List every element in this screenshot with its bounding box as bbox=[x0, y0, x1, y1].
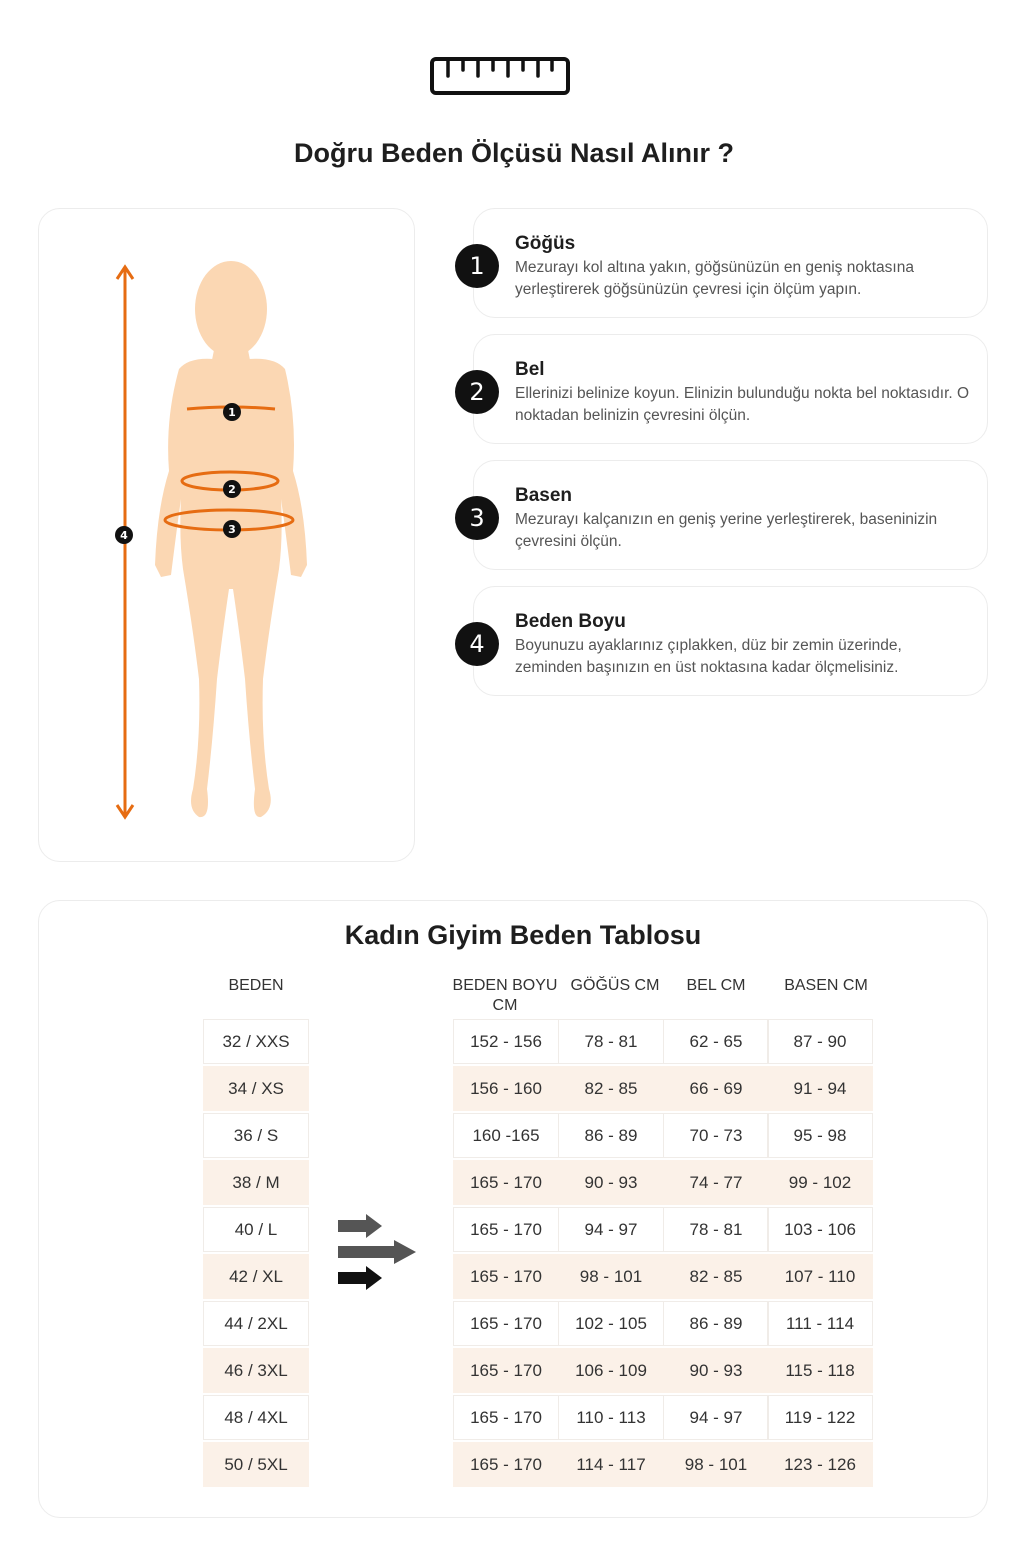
cell-beden-boyu: 165 - 170 bbox=[453, 1160, 559, 1205]
cell-beden-boyu: 165 - 170 bbox=[453, 1254, 559, 1299]
cell-gogus: 78 - 81 bbox=[558, 1019, 664, 1064]
cell-basen: 123 - 126 bbox=[767, 1442, 873, 1487]
cell-beden-boyu: 160 -165 bbox=[453, 1113, 559, 1158]
step-number-badge: 1 bbox=[455, 244, 499, 288]
step-chest bbox=[469, 208, 988, 318]
step-title: Basen bbox=[515, 485, 573, 506]
cell-beden: 46 / 3XL bbox=[203, 1348, 309, 1393]
cell-gogus: 106 - 109 bbox=[558, 1348, 664, 1393]
cell-bel: 74 - 77 bbox=[663, 1160, 769, 1205]
svg-text:1: 1 bbox=[228, 406, 236, 419]
cell-basen: 111 - 114 bbox=[767, 1301, 873, 1346]
cell-basen: 87 - 90 bbox=[767, 1019, 873, 1064]
step-title: Beden Boyu bbox=[515, 611, 626, 632]
marker-hip bbox=[223, 520, 241, 538]
cell-basen: 91 - 94 bbox=[767, 1066, 873, 1111]
cell-gogus: 102 - 105 bbox=[558, 1301, 664, 1346]
marker-chest bbox=[223, 403, 241, 421]
marker-waist bbox=[223, 480, 241, 498]
header-basen: BASEN CM bbox=[784, 977, 868, 994]
cell-beden: 32 / XXS bbox=[203, 1019, 309, 1064]
cell-beden: 38 / M bbox=[203, 1160, 309, 1205]
body-figure-card bbox=[38, 208, 415, 862]
step-title: Göğüs bbox=[515, 233, 576, 254]
cell-beden-boyu: 165 - 170 bbox=[453, 1207, 559, 1252]
cell-gogus: 90 - 93 bbox=[558, 1160, 664, 1205]
header-beden-boyu: BEDEN BOYU CM bbox=[452, 977, 558, 1014]
step-number-badge: 4 bbox=[455, 622, 499, 666]
cell-beden: 40 / L bbox=[203, 1207, 309, 1252]
cell-bel: 98 - 101 bbox=[663, 1442, 769, 1487]
ruler-icon bbox=[430, 56, 570, 96]
svg-text:2: 2 bbox=[228, 483, 236, 496]
cell-bel: 94 - 97 bbox=[663, 1395, 769, 1440]
svg-text:4: 4 bbox=[120, 529, 128, 542]
cell-basen: 119 - 122 bbox=[767, 1395, 873, 1440]
header-gogus: GÖĞÜS CM bbox=[570, 977, 660, 994]
cell-gogus: 86 - 89 bbox=[558, 1113, 664, 1158]
cell-beden-boyu: 165 - 170 bbox=[453, 1348, 559, 1393]
body-figure-illustration bbox=[39, 209, 416, 863]
cell-gogus: 94 - 97 bbox=[558, 1207, 664, 1252]
step-description: Ellerinizi belinize koyun. Elinizin bulunduğu nokta bel noktasıdır. O noktadan belinizin çevresini ölçün. bbox=[515, 385, 970, 424]
cell-gogus: 98 - 101 bbox=[558, 1254, 664, 1299]
cell-basen: 103 - 106 bbox=[767, 1207, 873, 1252]
cell-gogus: 110 - 113 bbox=[558, 1395, 664, 1440]
cell-beden: 34 / XS bbox=[203, 1066, 309, 1111]
cell-basen: 107 - 110 bbox=[767, 1254, 873, 1299]
cell-beden: 42 / XL bbox=[203, 1254, 309, 1299]
step-description: Mezurayı kalçanızın en geniş yerine yerleştirerek, baseninizin çevresini ölçün. bbox=[515, 511, 938, 550]
step-description: Boyunuzu ayaklarınız çıplakken, düz bir zemin üzerinde, zeminden başınızın en üst noktasına kadar ölçmelisiniz. bbox=[515, 637, 902, 676]
cell-bel: 66 - 69 bbox=[663, 1066, 769, 1111]
cell-beden-boyu: 156 - 160 bbox=[453, 1066, 559, 1111]
cell-basen: 115 - 118 bbox=[767, 1348, 873, 1393]
cell-beden-boyu: 165 - 170 bbox=[453, 1301, 559, 1346]
marker-height bbox=[115, 526, 133, 544]
cell-beden: 48 / 4XL bbox=[203, 1395, 309, 1440]
cell-bel: 62 - 65 bbox=[663, 1019, 769, 1064]
cell-bel: 78 - 81 bbox=[663, 1207, 769, 1252]
cell-bel: 82 - 85 bbox=[663, 1254, 769, 1299]
step-waist bbox=[469, 334, 988, 444]
page-title: Doğru Beden Ölçüsü Nasıl Alınır ? bbox=[293, 138, 735, 168]
cell-bel: 90 - 93 bbox=[663, 1348, 769, 1393]
cell-bel: 86 - 89 bbox=[663, 1301, 769, 1346]
cell-basen: 95 - 98 bbox=[767, 1113, 873, 1158]
cell-beden-boyu: 165 - 170 bbox=[453, 1395, 559, 1440]
step-number-badge: 2 bbox=[455, 370, 499, 414]
step-height bbox=[469, 586, 988, 696]
arrows-icon bbox=[336, 1212, 420, 1296]
step-description: Mezurayı kol altına yakın, göğsünüzün en geniş noktasına yerleştirerek göğsünüzün çevresi için ölçüm yapın. bbox=[515, 259, 914, 298]
cell-gogus: 82 - 85 bbox=[558, 1066, 664, 1111]
header-beden: BEDEN bbox=[228, 977, 284, 994]
cell-beden: 36 / S bbox=[203, 1113, 309, 1158]
svg-text:3: 3 bbox=[228, 523, 236, 536]
size-table-title: Kadın Giyim Beden Tablosu bbox=[344, 920, 702, 950]
cell-basen: 99 - 102 bbox=[767, 1160, 873, 1205]
female-silhouette bbox=[155, 261, 307, 817]
cell-beden: 50 / 5XL bbox=[203, 1442, 309, 1487]
cell-bel: 70 - 73 bbox=[663, 1113, 769, 1158]
step-hip bbox=[469, 460, 988, 570]
cell-beden: 44 / 2XL bbox=[203, 1301, 309, 1346]
step-number-badge: 3 bbox=[455, 496, 499, 540]
cell-beden-boyu: 165 - 170 bbox=[453, 1442, 559, 1487]
cell-gogus: 114 - 117 bbox=[558, 1442, 664, 1487]
step-title: Bel bbox=[515, 359, 545, 380]
header-bel: BEL CM bbox=[686, 977, 746, 994]
cell-beden-boyu: 152 - 156 bbox=[453, 1019, 559, 1064]
